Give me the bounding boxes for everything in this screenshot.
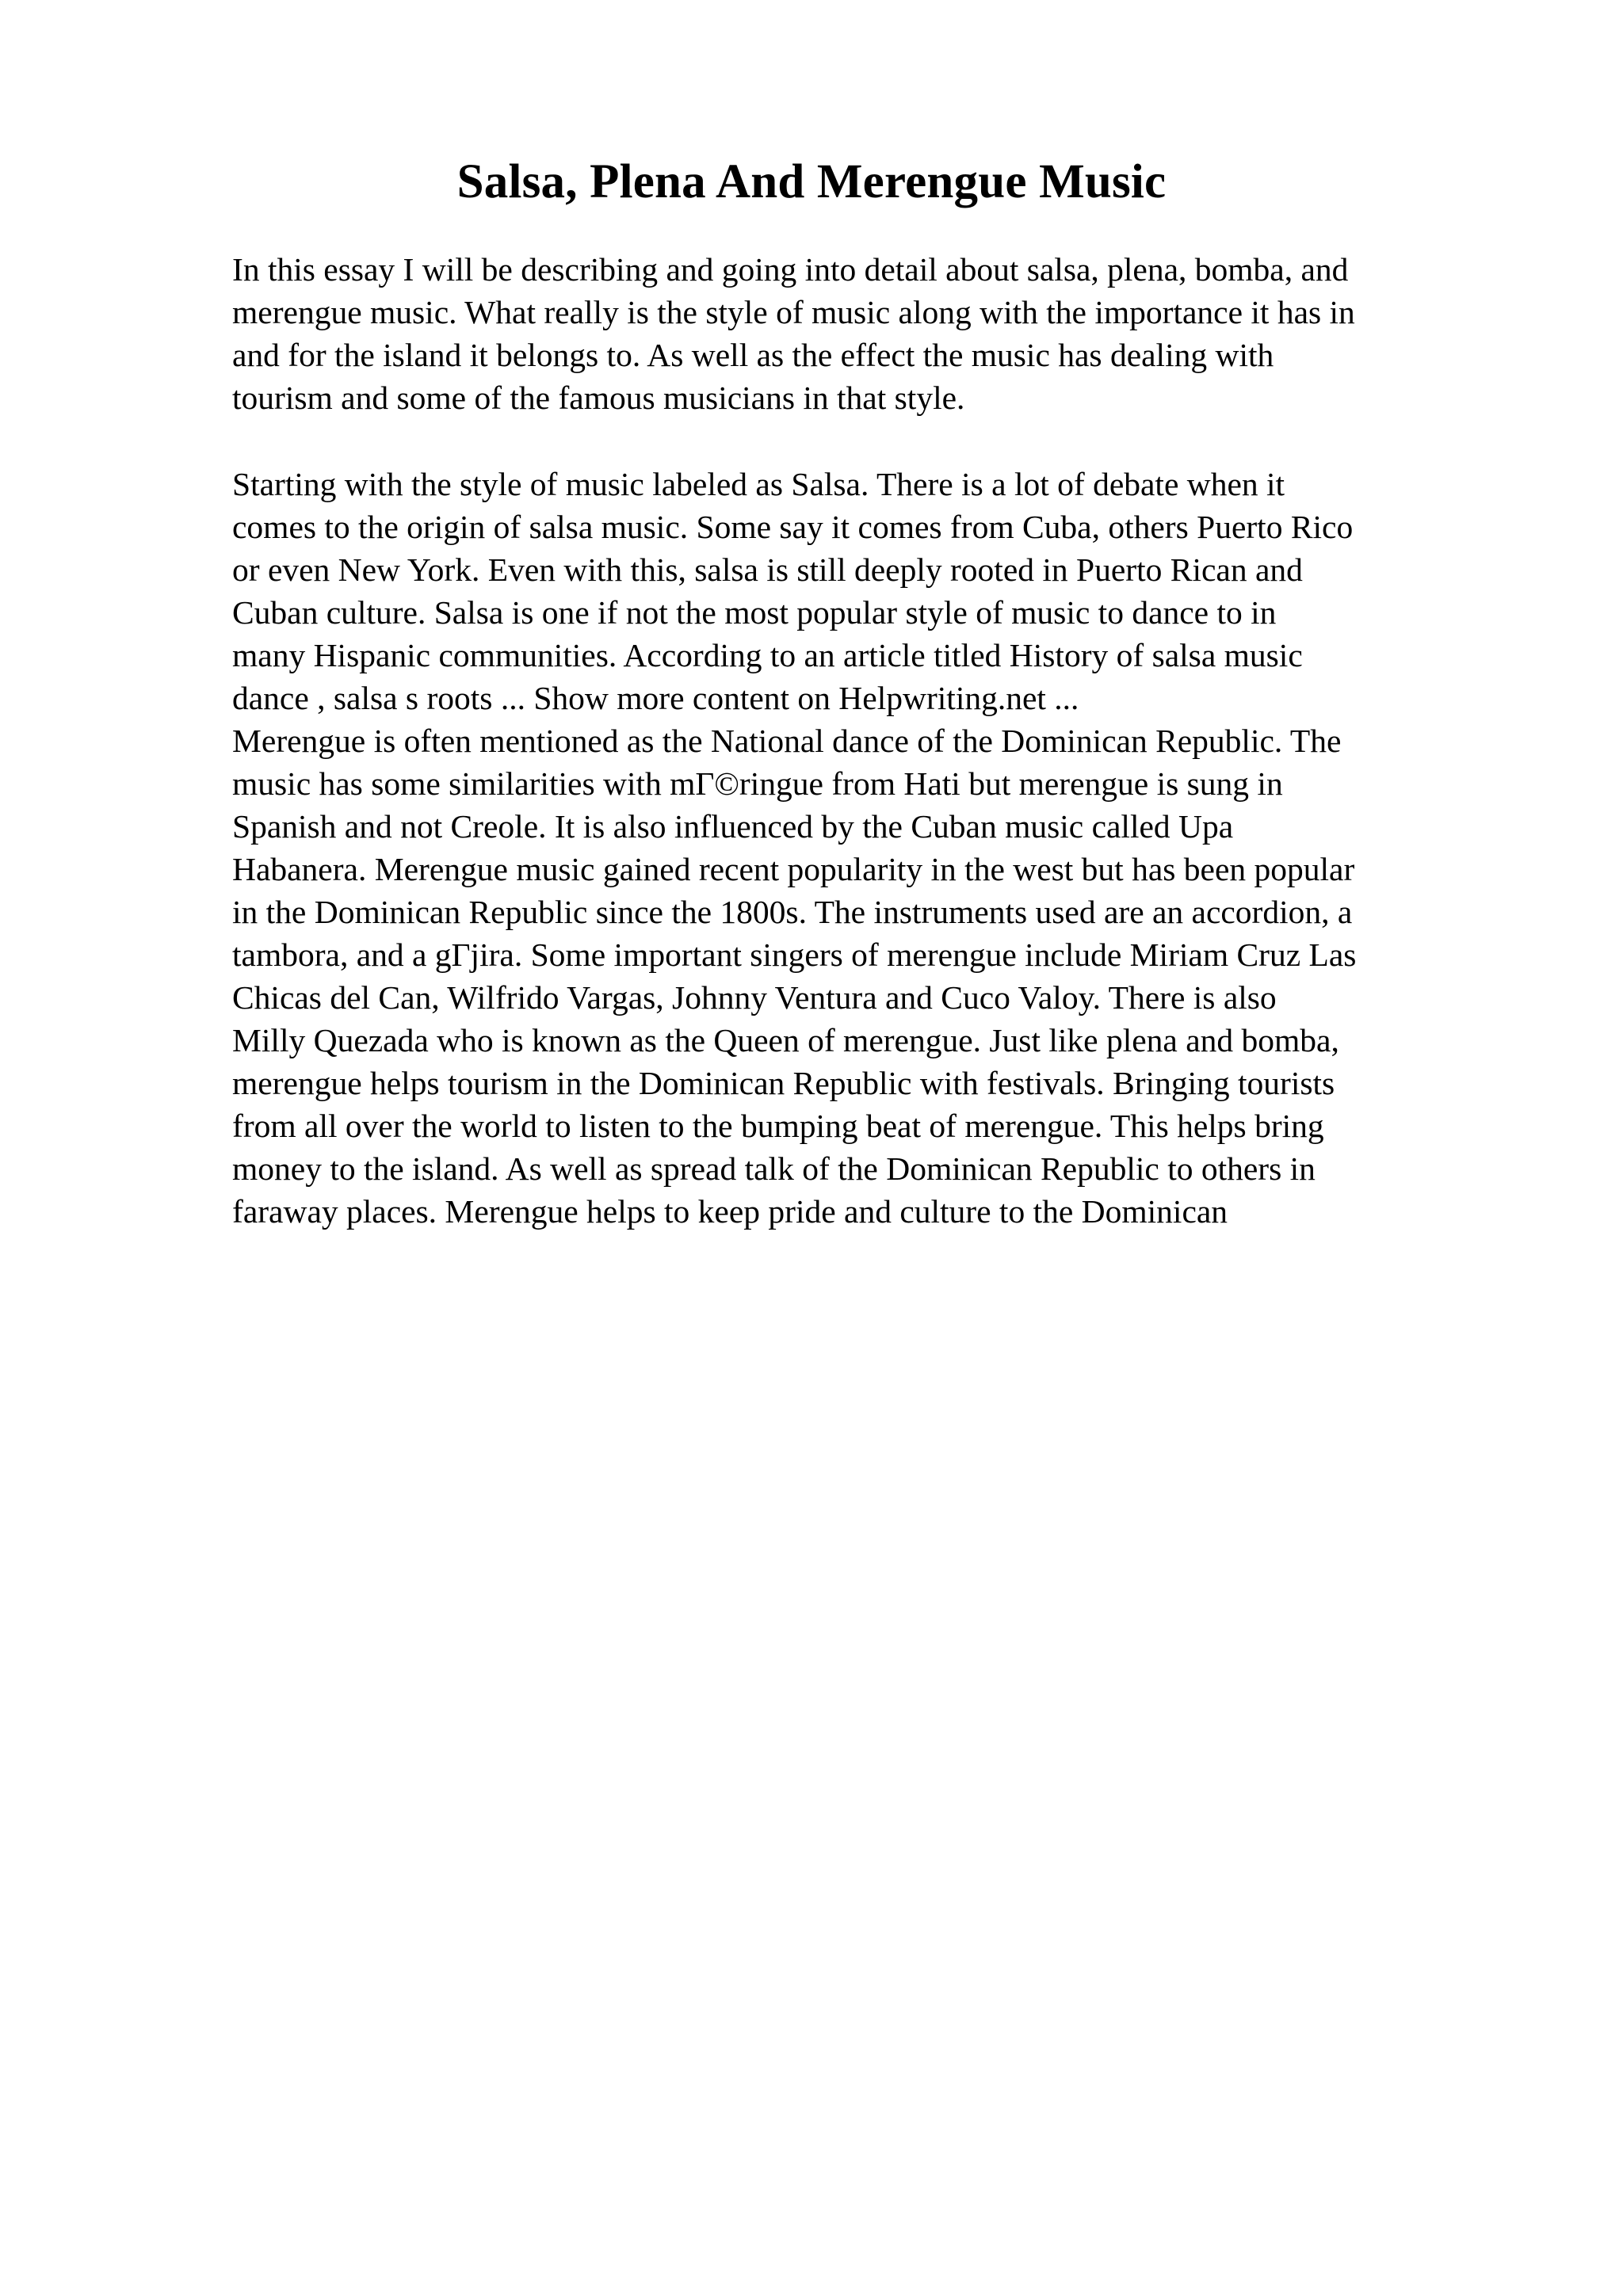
paragraph-line: tambora, and a gΓjira. Some important singers of merengue include Miriam Cruz Las bbox=[232, 936, 1357, 973]
document-title: Salsa, Plena And Merengue Music bbox=[456, 155, 1167, 208]
paragraph-line: merengue music. What really is the style of music along with the importance it has in bbox=[232, 294, 1355, 330]
paragraph-line: merengue helps tourism in the Dominican Republic with festivals. Bringing tourists bbox=[232, 1065, 1335, 1101]
paragraph-line: In this essay I will be describing and going into detail about salsa, plena, bomba, and bbox=[232, 251, 1349, 288]
paragraph-line: money to the island. As well as spread talk of the Dominican Republic to others in bbox=[232, 1150, 1316, 1187]
paragraph-line: dance , salsa s roots ... Show more content on Helpwriting.net ... bbox=[232, 680, 1079, 716]
paragraph-line: tourism and some of the famous musicians in that style. bbox=[232, 379, 965, 416]
paragraph-line: comes to the origin of salsa music. Some say it comes from Cuba, others Puerto Rico bbox=[232, 509, 1354, 545]
paragraph-line: music has some similarities with mΓ©ringue from Hati but merengue is sung in bbox=[232, 765, 1283, 802]
paragraph-line: or even New York. Even with this, salsa is still deeply rooted in Puerto Rican and bbox=[232, 551, 1303, 588]
paragraph-line: Cuban culture. Salsa is one if not the most popular style of music to dance to in bbox=[232, 594, 1277, 631]
paragraph-line: in the Dominican Republic since the 1800s. The instruments used are an accordion, a bbox=[232, 894, 1353, 930]
paragraph-line: Chicas del Can, Wilfrido Vargas, Johnny Ventura and Cuco Valoy. There is also bbox=[232, 979, 1277, 1016]
paragraph-line: faraway places. Merengue helps to keep pride and culture to the Dominican bbox=[232, 1193, 1228, 1230]
paragraph-line: Merengue is often mentioned as the National dance of the Dominican Republic. The bbox=[232, 723, 1342, 759]
paragraph-line: from all over the world to listen to the bumping beat of merengue. This helps bring bbox=[232, 1108, 1324, 1144]
paragraph-line: Starting with the style of music labeled as Salsa. There is a lot of debate when it bbox=[232, 466, 1285, 502]
paragraph-line: Milly Quezada who is known as the Queen of merengue. Just like plena and bomba, bbox=[232, 1022, 1339, 1058]
paragraph-line: and for the island it belongs to. As well as the effect the music has dealing with bbox=[232, 337, 1274, 373]
paragraph-line: many Hispanic communities. According to an article titled History of salsa music bbox=[232, 637, 1303, 673]
paragraph-line: Habanera. Merengue music gained recent popularity in the west but has been popular bbox=[232, 851, 1355, 887]
paragraph-line: Spanish and not Creole. It is also influenced by the Cuban music called Upa bbox=[232, 808, 1234, 845]
